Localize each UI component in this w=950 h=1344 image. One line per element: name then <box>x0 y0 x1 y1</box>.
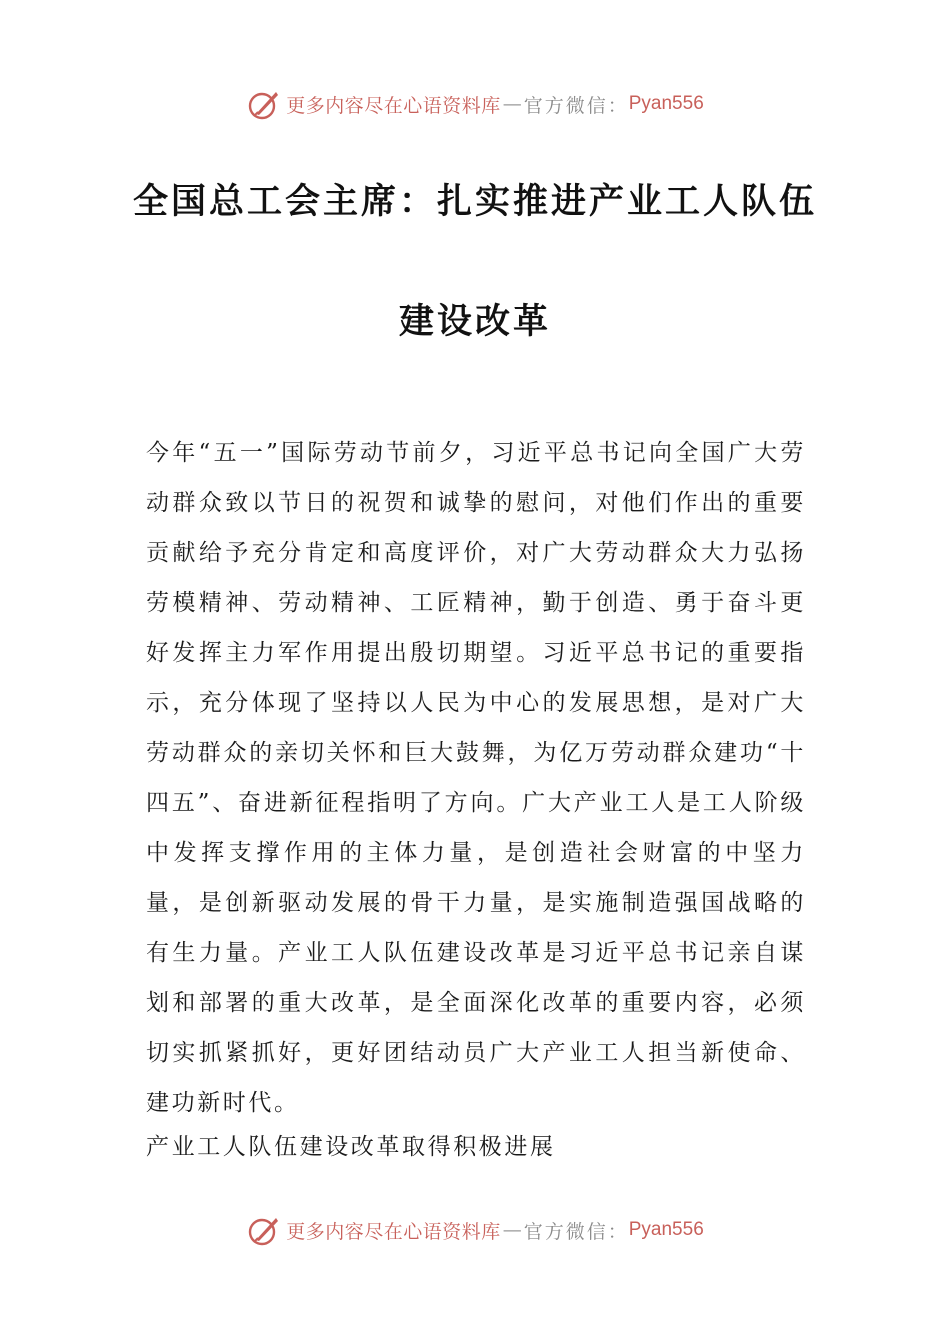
header-watermark-banner <box>0 84 950 124</box>
section-heading: 产业工人队伍建设改革取得积极进展 <box>146 1134 556 1160</box>
document-title-line-2: 建设改革 <box>398 302 551 342</box>
wechat-id: Pyan556 <box>628 1219 704 1240</box>
footer-watermark-banner <box>0 1210 950 1250</box>
quill-pen-logo-icon <box>246 1212 282 1248</box>
promo-text: 更多内容尽在心语资料库 <box>286 1220 501 1243</box>
wechat-label: 官方微信： <box>523 1220 629 1243</box>
banner-dash: — <box>502 1219 522 1241</box>
quill-pen-logo-icon <box>246 86 282 122</box>
banner-dash: — <box>502 93 522 115</box>
wechat-id: Pyan556 <box>628 93 704 114</box>
wechat-label: 官方微信： <box>523 94 629 117</box>
body-paragraph: 今年“五一”国际劳动节前夕，习近平总书记向全国广大劳动群众致以节日的祝贺和诚挚的慰问，对他们作出的重要贡献给予充分肯定和高度评价，对广大劳动群众大力弘扬劳模精神、劳动精神、工匠精神，勤于创造、勇于奋斗更好发挥主力军作用提出殷切期望。习近平总书记的重要指示，充分体现了坚持以人民为中心的发展思想，是对广大劳动群众的亲切关怀和巨大鼓舞，为亿万劳动群众建功“十四五”、奋进新征程指明了方向。广大产业工人是工人阶级中发挥支撑作用的主体力量，是创造社会财富的中坚力量，是创新驱动发展的骨干力量，是实施制造强国战略的有生力量。产业工人队伍建设改革是习近平总书记亲自谋划和部署的重大改革，是全面深化改革的重要内容，必须切实抓紧抓好，更好团结动员广大产业工人担当新使命、建功新时代。 <box>146 440 806 1116</box>
promo-text: 更多内容尽在心语资料库 <box>286 94 501 117</box>
body-text <box>146 428 806 1128</box>
document-title-line-1: 全国总工会主席：扎实推进产业工人队伍 <box>132 182 817 222</box>
